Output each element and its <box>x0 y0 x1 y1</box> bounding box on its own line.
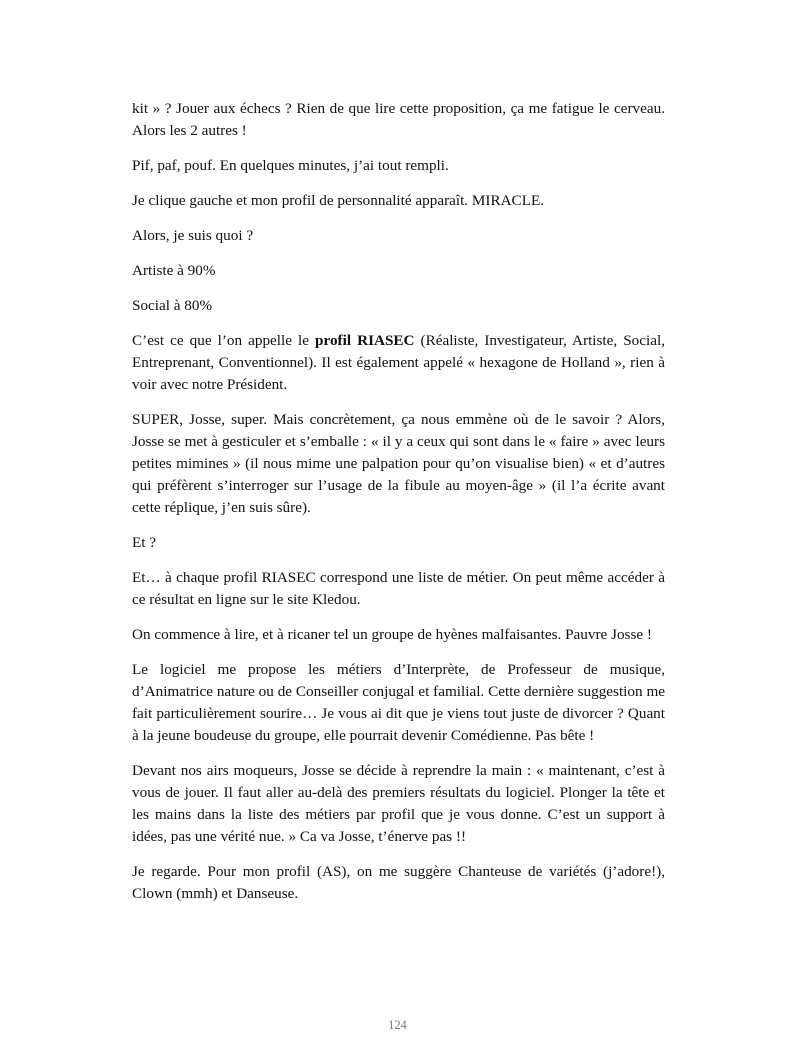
riasec-text-before: C’est ce que l’on appelle le <box>132 332 316 349</box>
riasec-text-after: (Réaliste, Investigateur, Artiste, Social, Entreprenant, Conventionnel). Il est également appelé « hexagone de Holland », rien à voir avec notre Président. <box>132 332 665 393</box>
paragraph-social-score: Social à 80% <box>132 297 213 314</box>
document-page <box>132 98 665 918</box>
page-number: 124 <box>388 1018 407 1032</box>
paragraph-profil-as: Je regarde. Pour mon profil (AS), on me suggère Chanteuse de variétés (j’adore!), Clown (mmh) et Danseuse. <box>132 863 665 902</box>
paragraph-riasec <box>132 330 665 396</box>
paragraph-profile-appears: Je clique gauche et mon profil de personnalité apparaît. MIRACLE. <box>132 192 545 209</box>
paragraph-chess: kit » ? Jouer aux échecs ? Rien de que lire cette proposition, ça me fatigue le cerveau. Alors les 2 autres ! <box>132 100 665 139</box>
paragraph-ricaner: On commence à lire, et à ricaner tel un groupe de hyènes malfaisantes. Pauvre Josse ! <box>132 626 652 643</box>
paragraph-josse-reprend: Devant nos airs moqueurs, Josse se décide à reprendre la main : « maintenant, c’est à vous de jouer. Il faut aller au-delà des premiers résultats du logiciel. Plonger la tête et les mains dans la liste des métiers par profil que je vous donne. C’est un support à idées, pas une vérité nue. » Ca va Josse, t’énerve pas !! <box>132 762 665 845</box>
paragraph-artiste-score: Artiste à 90% <box>132 262 216 279</box>
paragraph-filled: Pif, paf, pouf. En quelques minutes, j’ai tout rempli. <box>132 157 449 174</box>
paragraph-question: Alors, je suis quoi ? <box>132 227 254 244</box>
riasec-bold-term: profil RIASEC <box>315 332 415 349</box>
paragraph-liste-metiers: Et… à chaque profil RIASEC correspond une liste de métier. On peut même accéder à ce résultat en ligne sur le site Kledou. <box>132 569 665 608</box>
paragraph-josse-gesticule: SUPER, Josse, super. Mais concrètement, ça nous emmène où de le savoir ? Alors, Josse se met à gesticuler et s’emballe : « il y a ceux qui sont dans le « faire » avec leurs petites mimines » (il nous mime une palpation pour qu’on visualise bien) « et d’autres qui préfèrent s’interroger sur l’usage de la fibule au moyen-âge » (il l’a écrite avant cette réplique, j’en suis sûre). <box>132 411 665 516</box>
paragraph-logiciel-propose: Le logiciel me propose les métiers d’Interprète, de Professeur de musique, d’Animatrice nature ou de Conseiller conjugal et familial. Cette dernière suggestion me fait particulièrement sourire… Je vous ai dit que je viens tout juste de divorcer ? Quant à la jeune boudeuse du groupe, elle pourrait devenir Comédienne. Pas bête ! <box>132 661 665 744</box>
paragraph-et: Et ? <box>132 534 157 551</box>
